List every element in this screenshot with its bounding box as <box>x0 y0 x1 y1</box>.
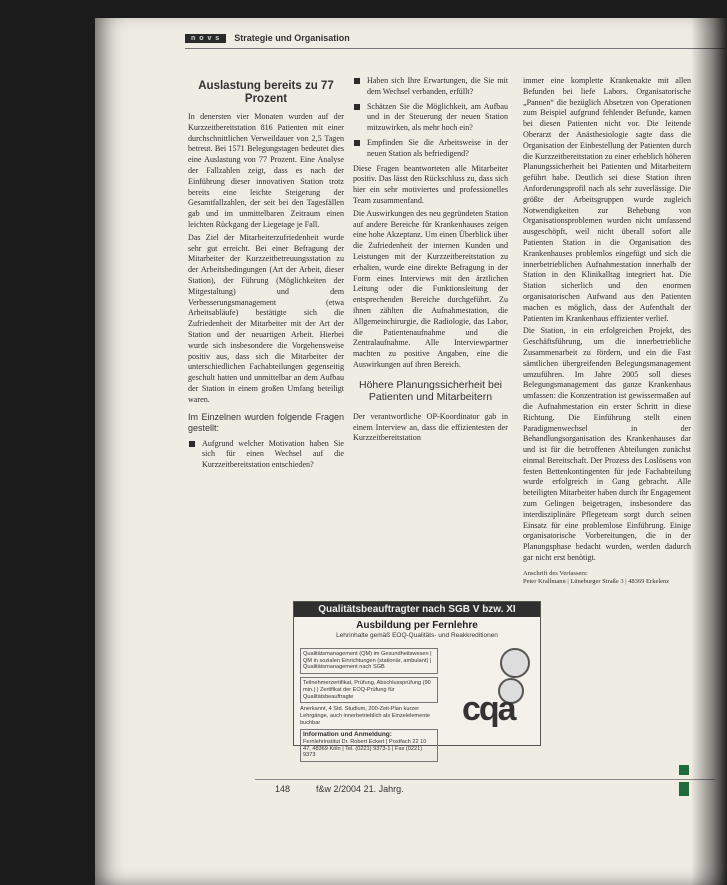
question-text: Schätzen Sie die Möglichkeit, am Aufbau und in der Steuerung der neuen Station mitzuwirken, als mehr hoch ein? <box>367 101 508 133</box>
color-marker <box>679 765 689 775</box>
page-gutter-shadow <box>691 18 727 885</box>
author-address: Peter Krallmann | Lüneburger Straße 3 | 48369 Erkelenz <box>523 577 670 585</box>
bullet-icon <box>354 78 360 84</box>
header-rule <box>185 48 725 49</box>
paragraph: Der verantwortliche OP-Koordinator gab in einem Interview an, dass die effizientesten der Kurzzeitbereitstation <box>353 411 508 443</box>
paragraph: Das Ziel der Mitarbeiterzufriedenheit wurde sehr gut erreicht. Bei einer Befragung der Mitarbeiter der Kurzzeitbetreuungsstation zu der Arbeitsbedingungen (Art der Arbeit, dieser Station), der Führung (Möglichkeiten der Mitgestaltung) und dem Verbesserungsmanagement (etwa Arbeitsabläufe) bestätigte sich die Zufriedenheit der Mitarbeiter mit der Art der Station und der neuartigen Arbeit. Hierbei wurde sich insbesondere die Vorgehensweise positiv aus, dass sich die Mitarbeiter der unterschiedlichen Fachabteilungen gegenseitig geschult hatten und unmittelbar an dem Aufbau der Station in einem großen Umfang beteiligt waren. <box>188 232 344 404</box>
ad-contact: Fernlehrinstitut Dr. Robert Eckert | Postfach 22 10 47, 48369 Köln | Tel. (0221) 9373-1 | Fax (0221) 9373 <box>303 739 427 759</box>
list-item <box>353 102 508 134</box>
journal-issue: f&w 2/2004 21. Jahrg. <box>316 784 404 794</box>
certification-seal-icon <box>500 648 530 678</box>
question-list <box>353 76 508 160</box>
color-marker <box>679 782 689 796</box>
column-2 <box>353 76 508 446</box>
question-text: Empfinden Sie die Arbeitsweise in der neuen Station als befriedigend? <box>367 137 508 158</box>
paragraph: immer eine komplette Krankenakte mit allen Befunden bei liefe Labors. Organisatorische „Pannen“ die bezüglich Absetzen von Operationen zum Beispiel aufgrund fehlender Befunde, kamen bei diesen Patienten nicht vor. Die leitende Oberarzt der Anästhesiologie sagte dass die Organisation der Einbestellung der Patienten durch die Kurzzeitbereitstation zu einer erheblich höheren Planungssicherheit bei Patienten und Mitarbeitern geführt habe. Deutlich sei diese Station ihren Anforderungsprofil nach als sehr zuverlässige. Die größte der Arbeitsgruppen wurde zugleich Notwendigkeiten zur Behebung von Organisationsproblemen wurden nicht umfassend ausgeschöpft, weil nicht überall sofort alle Patienten Station in die Organisation des Krankenhauses problemlos eingefügt und sich die innerbetrieblichen Aufnahmestation innerhalb der Station in den Klinikalltag integriert hat. Die Station sicherlich und den enormen organisatorischen Aufwand aus den Patienten machen es möglich, dass der Aufenthalt der Patienten im Krankenhaus effizienter verlief. <box>523 76 691 323</box>
ad-note: Anerkannt, 4 Std. Studium, 200-Zeit-Plan kurzer Lehrgänge, auch innerbetrieblich als Einzelelemente buchbar <box>300 706 430 726</box>
bullet-icon <box>354 140 360 146</box>
list-item <box>353 138 508 160</box>
cqa-logo: cqa <box>462 690 515 728</box>
page-footer <box>275 784 404 794</box>
author-label: Anschrift des Verfassers: <box>523 569 588 577</box>
header-tag: n o v s <box>185 34 226 43</box>
article-heading: Auslastung bereits zu 77 Prozent <box>198 80 334 105</box>
list-item <box>353 76 508 98</box>
advertisement <box>293 601 541 759</box>
ad-course-box: Qualitätsmanagement (QM) im Gesundheitswesen | QM in sozialen Einrichtungen (stationär, ambulant) | Qualitätsmanagement nach SGB <box>300 648 438 674</box>
author-block <box>523 570 691 586</box>
bullet-icon <box>189 441 195 447</box>
ad-tagline: Lehrinhalte gemäß EOQ-Qualitäts- und Reakkreditionen <box>336 632 498 639</box>
ad-logos <box>444 648 534 742</box>
paragraph: In denersten vier Monaten wurden auf der Kurzzeitbereitstation 816 Patienten mit einer durchschnittlichen Verweildauer von 2,5 Tagen betreut. Bei 1571 Belegungstagen bedeutet dies eine Auslastung von 77 Prozent. Eine Analyse der Fallzahlen zeigt, dass es nach der Einführung dieser innovativen Station trotz bereits eine leichte Steigerung der Gesamtfallzahlen, der seit bei den Tagesfällen gab und im unmittelbaren Zeitraum einen leichten Rückgang der Liegetage je Fall. <box>188 112 344 229</box>
list-item <box>188 439 344 471</box>
question-text: Haben sich Ihre Erwartungen, die Sie mit dem Wechsel verbanden, erfüllt? <box>367 76 508 96</box>
column-1 <box>188 80 344 475</box>
page-number: 148 <box>275 784 291 794</box>
ad-contact-label: Information und Anmeldung: <box>303 731 392 739</box>
bullet-icon <box>354 104 360 110</box>
ad-headline: Qualitätsbeauftragter nach SGB V bzw. XI <box>294 602 540 617</box>
question-list <box>188 439 344 471</box>
ad-exam-box: Teilnehmerzertifikat, Prüfung, Abschlussprüfung (90 min.) | Zertifikat der EOQ-Prüfung für Qualitätsbeauftragte <box>300 677 438 703</box>
footer-rule <box>255 779 715 780</box>
ad-contact-box <box>300 729 438 762</box>
ad-subheadline: Ausbildung per Fernlehre <box>356 620 478 631</box>
section-title: Strategie und Organisation <box>234 33 350 43</box>
paragraph: Die Station, in ein erfolgreichen Projekt, des Geschäftsführung, um die innerbetriebliche Zusammenarbeit zu fördern, und ein die Fast sämtlichen übergreifenden Belegungsmanagement umzuführen. Im Jahre 2005 soll dieses Belegungsmanagement das ganze Krankenhaus umfassen: die Konzentration ist gewissermaßen auf die Aufnahmestation ein erster Schritt in diese Richtung. Die Einführung stellt einen Paradigmenwechsel in der Behandlungsorganisation des Krankenhauses dar und ist für die betroffenen Abteilungen zunächst einmal Bereitschaft. Der Prozess des Loslösens von festen Bettenkontingenten für jede Fachabteilung wurde erfolgreich in Gang gebracht. Alle beteiligten Mitarbeiter haben durch ihr Engagement zum Gelingen beigetragen, insbesondere das interdisziplinäre Pflegeteam sorgt durch seinen Einsatz für eine problemlose Einführung. Einige organisatorische Vorbereitungen, die in der Planungsphase bedacht wurden, werden dadurch gar nicht erst benötigt. <box>523 326 691 563</box>
column-3 <box>523 76 691 586</box>
paragraph: Die Auswirkungen des neu gegründeten Station auf andere Bereiche für Krankenhauses zeigen eine hohe Akzeptanz. Um einen Überblick über die Zufriedenheit der internen Kunden und Leistungen mit der Kurzzeitbereitstation zu erhalten, wurde eine direkte Befragung in der Form eines Interviews mit den ärztlichen Leitung oder die Funktionsleitung der entsprechenden Bereiche durchgeführt. Zu ihnen zählten die Aufnahmestation, die Allgemeinchirurgie, die Radiologie, das Labor, die Patientenaufnahme und die Zentralaufnahme. Alle Interviewpartner machten zu positive Angaben, eine die Auswirkungen auf ihren Bereich. <box>353 208 508 369</box>
magazine-page <box>95 18 727 885</box>
paragraph: Diese Fragen beantworteten alle Mitarbeiter positiv. Das lässt den Rückschluss zu, dass sich hier ein sehr motiviertes und professionelles Team zusammenfand. <box>353 163 508 205</box>
subheading: Höhere Planungssicherheit bei Patienten und Mitarbeitern <box>358 378 502 404</box>
subheading: Im Einzelnen wurden folgende Fragen gestellt: <box>188 411 344 433</box>
ad-details <box>300 648 438 765</box>
question-text: Aufgrund welcher Motivation haben Sie sich für einen Wechsel auf die Kurzzeitbereitstation entschieden? <box>202 438 344 470</box>
page-header <box>185 32 435 44</box>
